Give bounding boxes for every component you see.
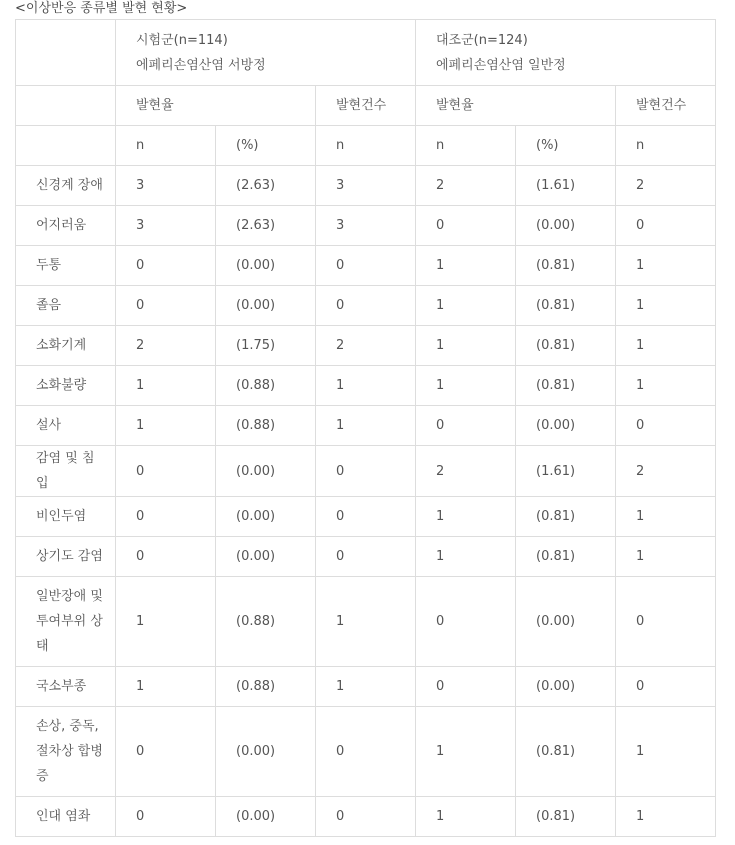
control-count-value: 1 (616, 797, 716, 837)
event-label: 손상, 중독, 절차상 합병증 (16, 707, 116, 797)
control-n-value: 0 (416, 667, 516, 707)
test-pct-header: (%) (216, 126, 316, 166)
empty-cell (16, 86, 116, 126)
control-pct-value: (0.00) (516, 406, 616, 446)
control-count-value: 1 (616, 326, 716, 366)
test-group-name: 시험군(n=114) (136, 32, 228, 48)
control-n-header: n (416, 126, 516, 166)
control-count-value: 1 (616, 286, 716, 326)
control-pct-value: (1.61) (516, 446, 616, 497)
test-pct-value: (0.88) (216, 667, 316, 707)
test-pct-value: (0.88) (216, 577, 316, 667)
event-label: 졸음 (16, 286, 116, 326)
control-count-value: 1 (616, 366, 716, 406)
event-label: 일반장애 및 투여부위 상태 (16, 577, 116, 667)
test-count-value: 0 (316, 286, 416, 326)
test-rate-header: 발현율 (116, 86, 316, 126)
event-label: 상기도 감염 (16, 537, 116, 577)
table-row (16, 366, 716, 406)
event-label: 어지러움 (16, 206, 116, 246)
test-n-value: 0 (116, 707, 216, 797)
control-n-value: 2 (416, 446, 516, 497)
test-group-header (116, 20, 416, 86)
test-n-value: 0 (116, 446, 216, 497)
control-n-value: 1 (416, 246, 516, 286)
table-row (16, 286, 716, 326)
table-row (16, 667, 716, 707)
event-label: 신경계 장애 (16, 166, 116, 206)
test-count-value: 0 (316, 246, 416, 286)
test-group-drug: 에페리손염산염 서방정 (136, 57, 266, 73)
test-count-value: 0 (316, 707, 416, 797)
test-count-value: 1 (316, 366, 416, 406)
test-count-value: 1 (316, 406, 416, 446)
test-n-value: 1 (116, 406, 216, 446)
event-label: 국소부종 (16, 667, 116, 707)
control-rate-header: 발현율 (416, 86, 616, 126)
test-count-value: 0 (316, 537, 416, 577)
event-label: 인대 염좌 (16, 797, 116, 837)
test-pct-value: (0.00) (216, 497, 316, 537)
control-pct-value: (0.00) (516, 577, 616, 667)
event-label: 설사 (16, 406, 116, 446)
control-n-value: 1 (416, 286, 516, 326)
control-pct-value: (1.61) (516, 166, 616, 206)
control-group-name: 대조군(n=124) (436, 32, 528, 48)
test-n-value: 3 (116, 206, 216, 246)
adverse-event-table (15, 19, 716, 837)
test-count-header: 발현건수 (316, 86, 416, 126)
test-pct-value: (2.63) (216, 166, 316, 206)
table-row (16, 246, 716, 286)
test-pct-value: (0.00) (216, 537, 316, 577)
control-n-value: 1 (416, 326, 516, 366)
control-n-value: 1 (416, 366, 516, 406)
test-pct-value: (1.75) (216, 326, 316, 366)
control-pct-value: (0.81) (516, 797, 616, 837)
test-count-value: 1 (316, 667, 416, 707)
test-count-value: 3 (316, 206, 416, 246)
control-count-value: 1 (616, 707, 716, 797)
control-pct-value: (0.81) (516, 497, 616, 537)
control-pct-value: (0.00) (516, 667, 616, 707)
control-count-value: 0 (616, 406, 716, 446)
test-count-value: 0 (316, 446, 416, 497)
control-count-value: 2 (616, 446, 716, 497)
table-row (16, 166, 716, 206)
test-n-value: 0 (116, 497, 216, 537)
test-n-value: 3 (116, 166, 216, 206)
test-pct-value: (0.88) (216, 406, 316, 446)
control-count-value: 0 (616, 667, 716, 707)
control-count-value: 1 (616, 246, 716, 286)
measure-header-row (16, 86, 716, 126)
event-label: 소화불량 (16, 366, 116, 406)
control-pct-value: (0.81) (516, 286, 616, 326)
control-n-value: 1 (416, 537, 516, 577)
empty-cell (16, 126, 116, 166)
test-n-value: 0 (116, 246, 216, 286)
control-n-value: 1 (416, 797, 516, 837)
test-n-value: 0 (116, 797, 216, 837)
control-pct-value: (0.81) (516, 326, 616, 366)
event-label: 소화기계 (16, 326, 116, 366)
test-count-n-header: n (316, 126, 416, 166)
event-label: 두통 (16, 246, 116, 286)
test-pct-value: (0.88) (216, 366, 316, 406)
test-pct-value: (0.00) (216, 707, 316, 797)
control-pct-value: (0.81) (516, 707, 616, 797)
table-row (16, 797, 716, 837)
test-pct-value: (0.00) (216, 797, 316, 837)
table-row (16, 206, 716, 246)
test-count-value: 2 (316, 326, 416, 366)
test-pct-value: (2.63) (216, 206, 316, 246)
unit-header-row (16, 126, 716, 166)
table-row (16, 497, 716, 537)
control-count-header: 발현건수 (616, 86, 716, 126)
event-label: 감염 및 침입 (16, 446, 116, 497)
test-n-value: 2 (116, 326, 216, 366)
table-row (16, 406, 716, 446)
table-row (16, 326, 716, 366)
test-pct-value: (0.00) (216, 246, 316, 286)
table-row (16, 707, 716, 797)
control-n-value: 2 (416, 166, 516, 206)
control-n-value: 1 (416, 707, 516, 797)
test-n-value: 0 (116, 286, 216, 326)
test-pct-value: (0.00) (216, 446, 316, 497)
table-row (16, 537, 716, 577)
test-n-value: 0 (116, 537, 216, 577)
control-count-value: 0 (616, 577, 716, 667)
control-group-drug: 에페리손염산염 일반정 (436, 57, 566, 73)
group-header-row (16, 20, 716, 86)
control-count-value: 1 (616, 497, 716, 537)
empty-corner-cell (16, 20, 116, 86)
test-n-value: 1 (116, 577, 216, 667)
control-pct-value: (0.81) (516, 537, 616, 577)
control-pct-header: (%) (516, 126, 616, 166)
control-count-value: 2 (616, 166, 716, 206)
test-n-header: n (116, 126, 216, 166)
control-pct-value: (0.81) (516, 246, 616, 286)
control-pct-value: (0.00) (516, 206, 616, 246)
table-row (16, 446, 716, 497)
test-pct-value: (0.00) (216, 286, 316, 326)
table-caption: <이상반응 종류별 발현 현황> (15, 1, 188, 16)
test-count-value: 0 (316, 497, 416, 537)
control-n-value: 0 (416, 206, 516, 246)
test-n-value: 1 (116, 667, 216, 707)
control-n-value: 1 (416, 497, 516, 537)
control-n-value: 0 (416, 577, 516, 667)
test-count-value: 3 (316, 166, 416, 206)
control-n-value: 0 (416, 406, 516, 446)
event-label: 비인두염 (16, 497, 116, 537)
control-count-n-header: n (616, 126, 716, 166)
control-group-header (416, 20, 716, 86)
table-row (16, 577, 716, 667)
test-n-value: 1 (116, 366, 216, 406)
test-count-value: 0 (316, 797, 416, 837)
test-count-value: 1 (316, 577, 416, 667)
control-pct-value: (0.81) (516, 366, 616, 406)
control-count-value: 0 (616, 206, 716, 246)
control-count-value: 1 (616, 537, 716, 577)
